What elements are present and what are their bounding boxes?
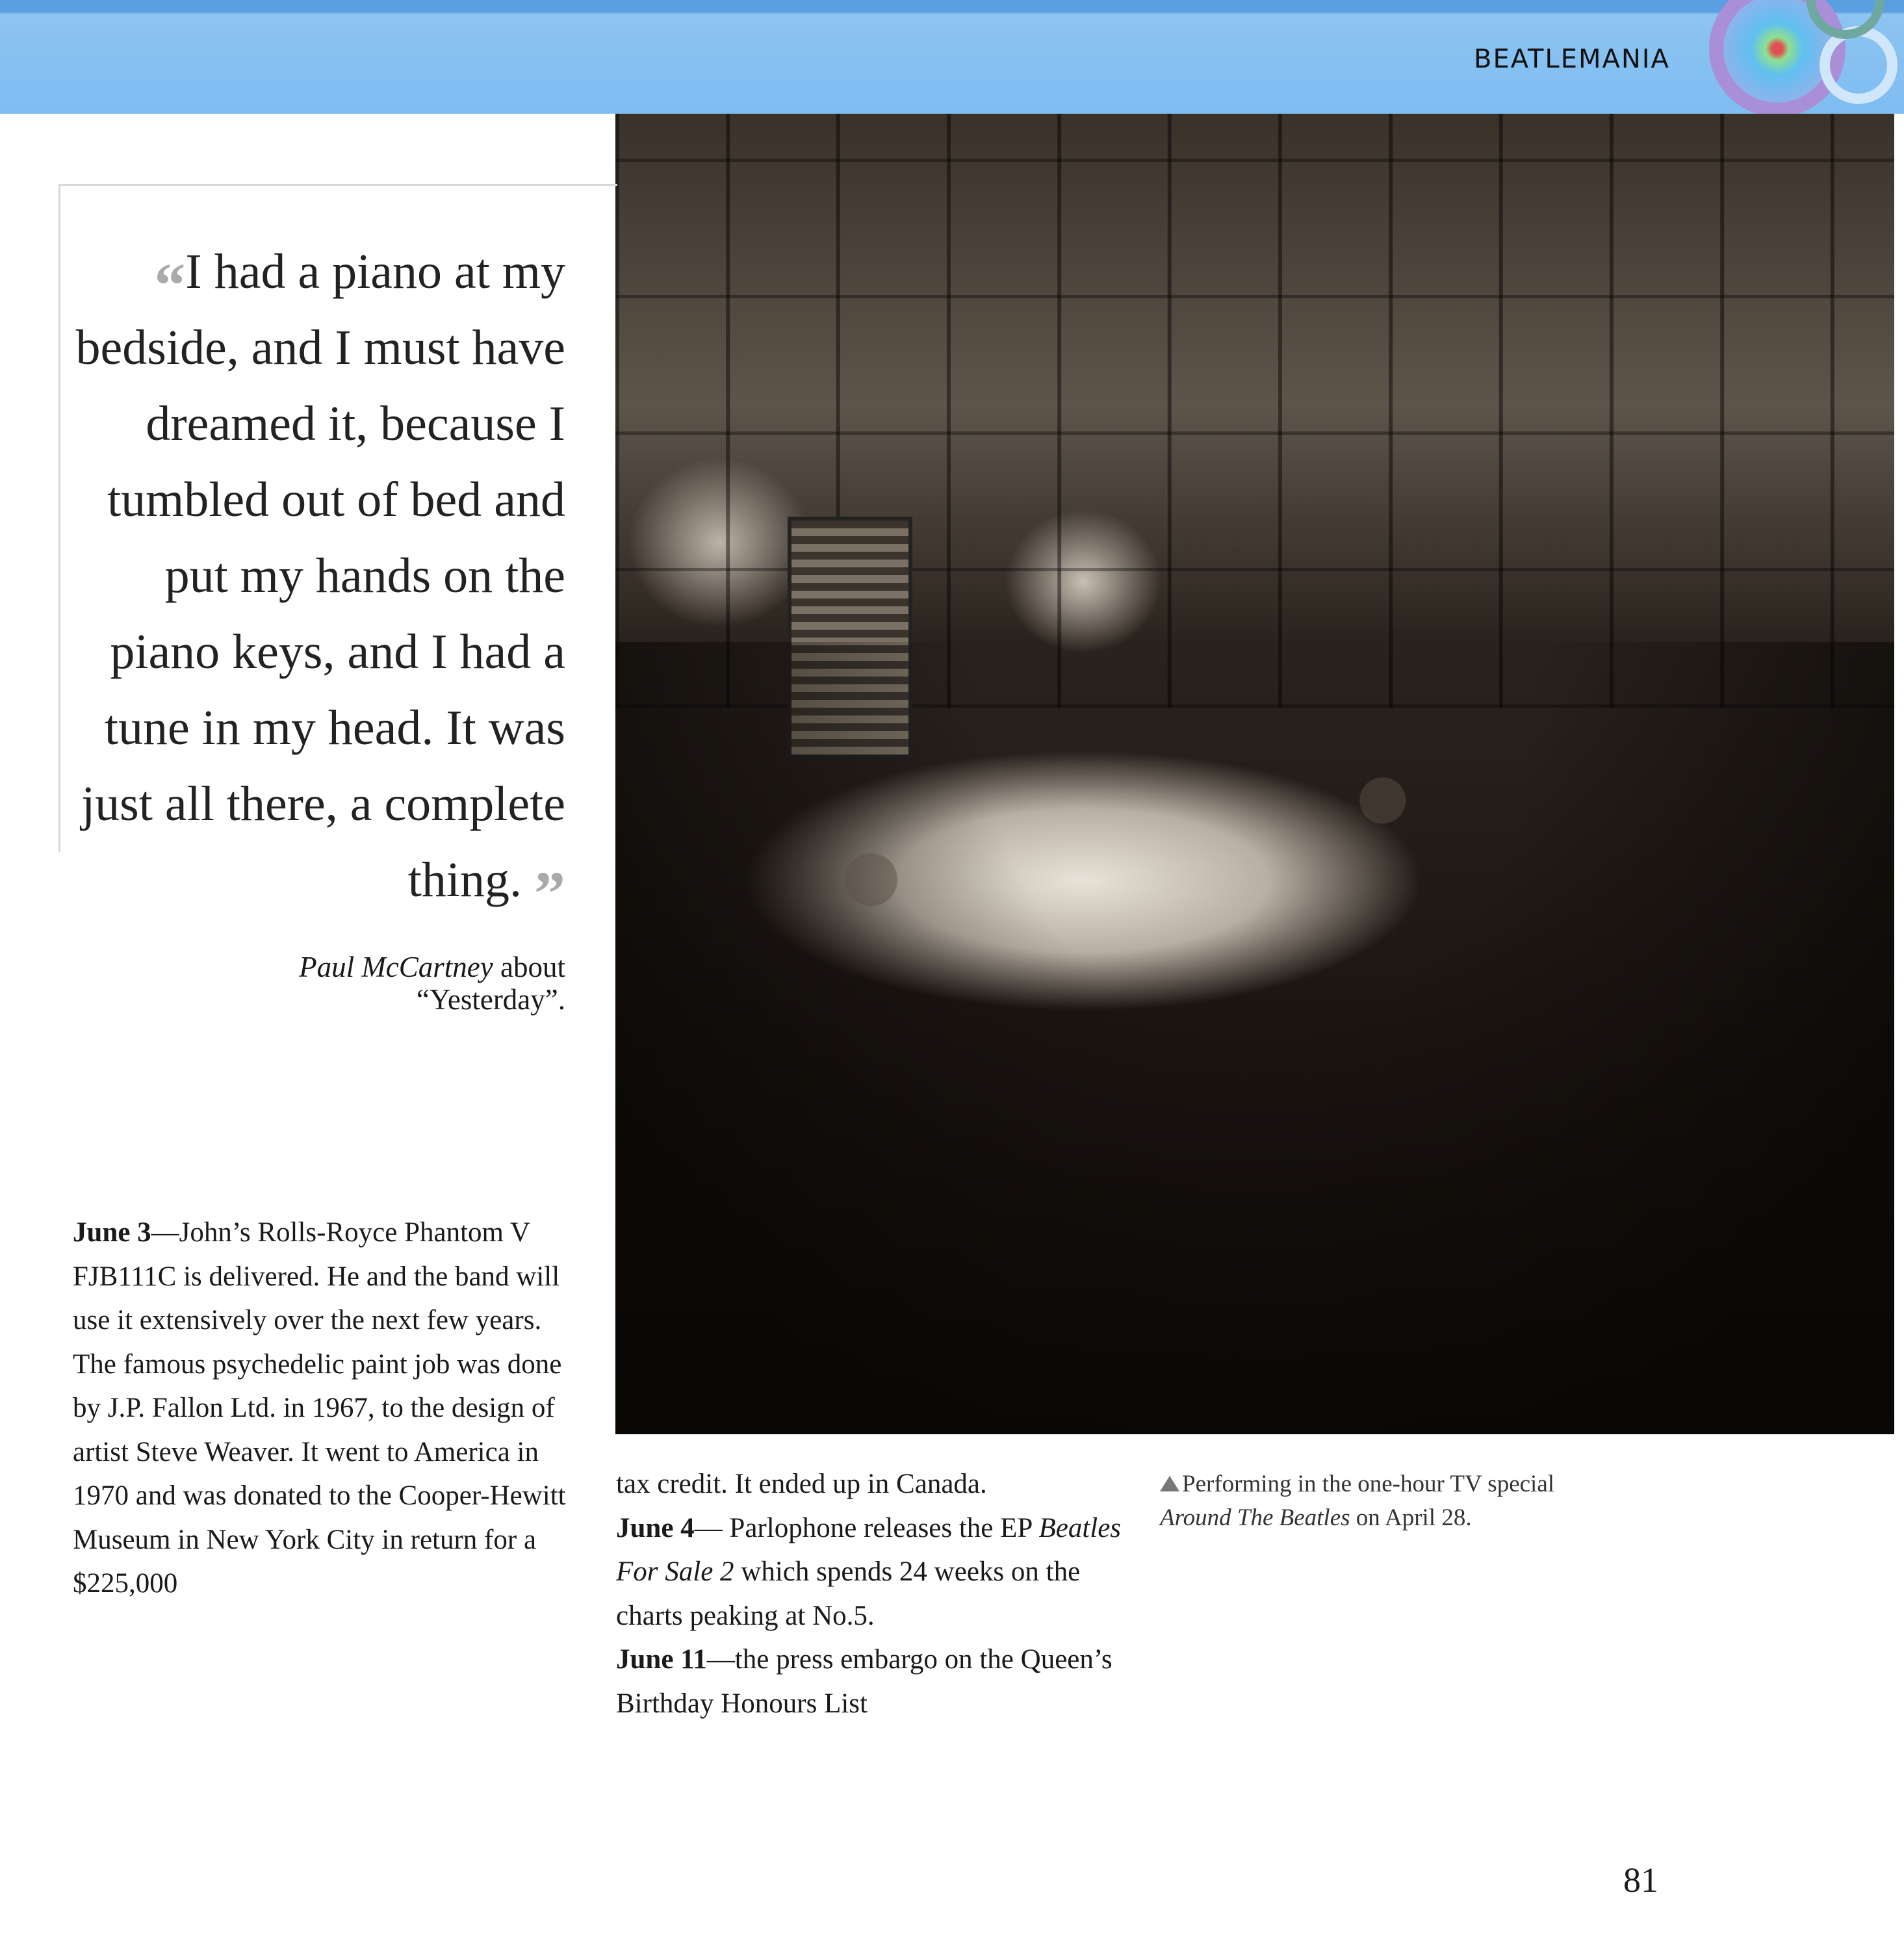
left-column (65, 234, 572, 1606)
open-quote-icon: “ (154, 250, 186, 320)
entry-text: — Parlophone releases the EP (694, 1512, 1039, 1543)
quote-about: about (500, 951, 565, 983)
quote-text: I had a piano at my bedside, and I must have dreamed it, because I tumbled out of bed and put my hands on the piano keys, and I had a tune in my head. It was just all there, a complete thing. (75, 244, 565, 907)
pull-quote (65, 234, 565, 928)
caption-title: Around The Beatles (1160, 1504, 1350, 1531)
section-title: BEATLEMANIA (1474, 44, 1670, 74)
page-number: 81 (1623, 1861, 1658, 1900)
close-quote-icon: ” (534, 858, 565, 928)
body-column-1 (73, 1211, 567, 1606)
body-column-2 (616, 1462, 1123, 1725)
ep-title: Beatles For Sale 2 (616, 1512, 1122, 1587)
photo-caption (1160, 1467, 1680, 1535)
entry-text: which spends 24 weeks on the charts peaking at No.5. (616, 1556, 1081, 1631)
entry-text: —John’s Rolls-Royce Phantom V FJB111C is delivered. He and the band will use it extensively over the next few years. The famous psychedelic paint job was done by J.P. Fallon Ltd. in 1967, to the design of artist Steve Weaver. It went to America in 1970 and was donated to the Cooper-Hewitt Museum in New York City in return for a $225,000 (73, 1217, 566, 1599)
entry-text-continued: tax credit. It ended up in Canada. (616, 1469, 987, 1499)
caption-suffix: on April 28. (1350, 1504, 1472, 1531)
quote-author: Paul McCartney (299, 951, 493, 983)
entry-date: June 3 (73, 1217, 151, 1248)
quote-attribution (65, 951, 565, 1016)
entry-date: June 4 (616, 1512, 695, 1543)
entry-text: —the press embargo on the Queen’s Birthday Honours List (616, 1644, 1113, 1719)
performance-photo (615, 114, 1894, 1434)
caption-text: Performing in the one-hour TV special (1182, 1471, 1555, 1497)
triangle-up-icon (1160, 1476, 1179, 1491)
entry-date: June 11 (616, 1644, 707, 1675)
decorative-circles (1690, 0, 1904, 114)
quote-song: “Yesterday”. (416, 983, 565, 1016)
header-band (0, 0, 1904, 114)
